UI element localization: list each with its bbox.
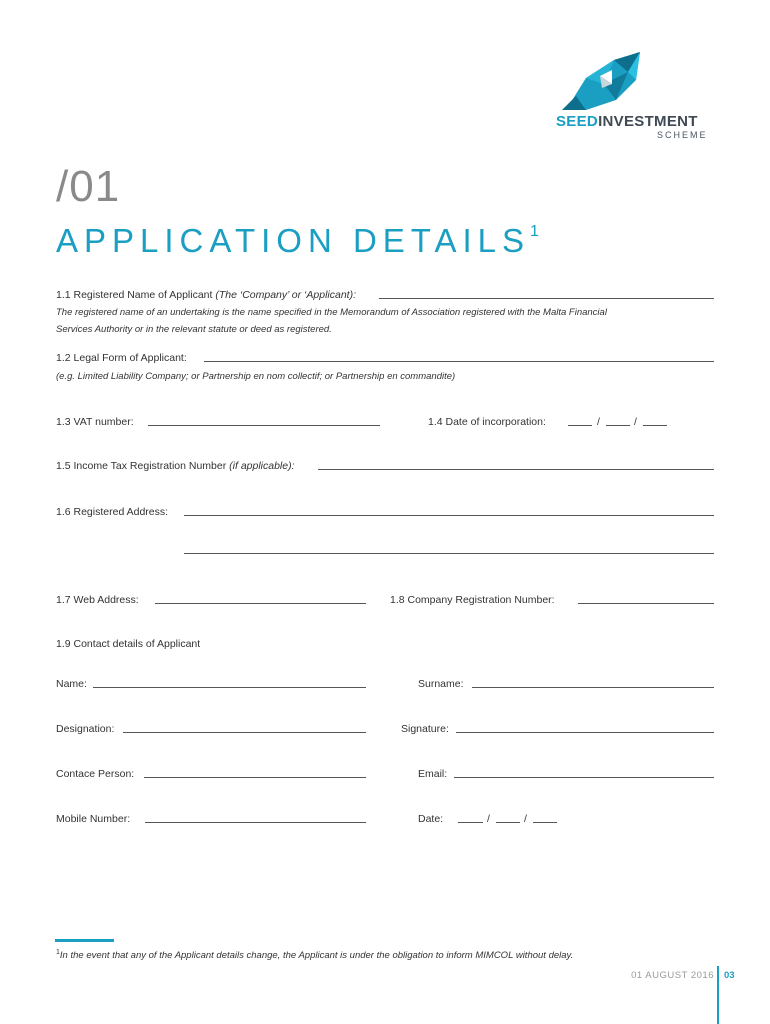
date-separator: / [634,416,637,428]
section-number: /01 [56,162,121,211]
date-month-input-line[interactable] [496,822,520,823]
signature-input-line[interactable] [456,732,714,733]
mobile-number-input-line[interactable] [145,822,366,823]
date-label: Date: [418,813,444,825]
brand-wordmark [556,113,698,130]
field-1-1-note: (The ‘Company’ or ‘Applicant): [215,289,357,301]
incorporation-year-input-line[interactable] [643,425,667,426]
footnote-text: In the event that any of the Applicant details change, the Applicant is under the obligation to inform MIMCOL without delay. [59,950,574,962]
email-input-line[interactable] [454,777,714,778]
page-number: 03 [724,970,735,981]
section-title-text: APPLICATION DETAILS [56,222,531,259]
date-separator: / [524,813,527,825]
field-1-1-label: 1.1 Registered Name of Applicant (The ‘Company’ or ‘Applicant): [56,289,357,301]
field-1-6-label: 1.6 Registered Address: [56,506,169,518]
contact-person-label: Contace Person: [56,768,135,780]
surname-label: Surname: [418,678,464,690]
company-registration-input-line[interactable] [578,603,714,604]
field-1-5-label: 1.5 Income Tax Registration Number (if applicable): [56,460,295,472]
section-title [56,222,539,260]
registered-address-input-line-1[interactable] [184,515,714,516]
designation-input-line[interactable] [123,732,366,733]
footnote-ref: 1 [530,223,539,240]
field-1-3-label: 1.3 VAT number: [56,416,134,428]
date-year-input-line[interactable] [533,822,557,823]
registered-name-input-line[interactable] [379,298,714,299]
name-input-line[interactable] [93,687,366,688]
field-1-1-desc-2: Services Authority or in the relevant statute or deed as registered. [56,324,332,335]
field-1-9-label: 1.9 Contact details of Applicant [56,638,201,650]
signature-label: Signature: [401,723,449,735]
designation-label: Designation: [56,723,115,735]
brand-seed: SEED [556,113,599,130]
footnote [56,949,573,961]
web-address-input-line[interactable] [155,603,366,604]
surname-input-line[interactable] [472,687,714,688]
registered-address-input-line-2[interactable] [184,553,714,554]
income-tax-number-input-line[interactable] [318,469,714,470]
footnote-mark: 1 [56,949,60,956]
field-1-2-label: 1.2 Legal Form of Applicant: [56,352,187,364]
field-1-8-label: 1.8 Company Registration Number: [390,594,555,606]
seed-investment-logo [556,50,646,112]
footer-separator [717,966,719,1024]
field-1-7-label: 1.7 Web Address: [56,594,139,606]
date-day-input-line[interactable] [458,822,483,823]
incorporation-day-input-line[interactable] [568,425,592,426]
brand-scheme: SCHEME [657,130,708,140]
footnote-divider [55,939,114,942]
brand-investment: INVESTMENT [598,113,698,130]
date-separator: / [487,813,490,825]
incorporation-month-input-line[interactable] [606,425,630,426]
footer-date: 01 AUGUST 2016 [631,970,714,981]
field-1-2-desc: (e.g. Limited Liability Company; or Partnership en nom collectif; or Partnership en commandite) [56,371,456,382]
legal-form-input-line[interactable] [204,361,714,362]
vat-number-input-line[interactable] [148,425,380,426]
field-1-4-label: 1.4 Date of incorporation: [428,416,546,428]
field-1-5-note: (if applicable): [229,460,295,472]
contact-person-input-line[interactable] [144,777,366,778]
date-separator: / [597,416,600,428]
email-label: Email: [418,768,448,780]
name-label: Name: [56,678,87,690]
mobile-number-label: Mobile Number: [56,813,131,825]
field-1-1-desc-1: The registered name of an undertaking is the name specified in the Memorandum of Association registered with the Malta Financial [56,307,607,318]
